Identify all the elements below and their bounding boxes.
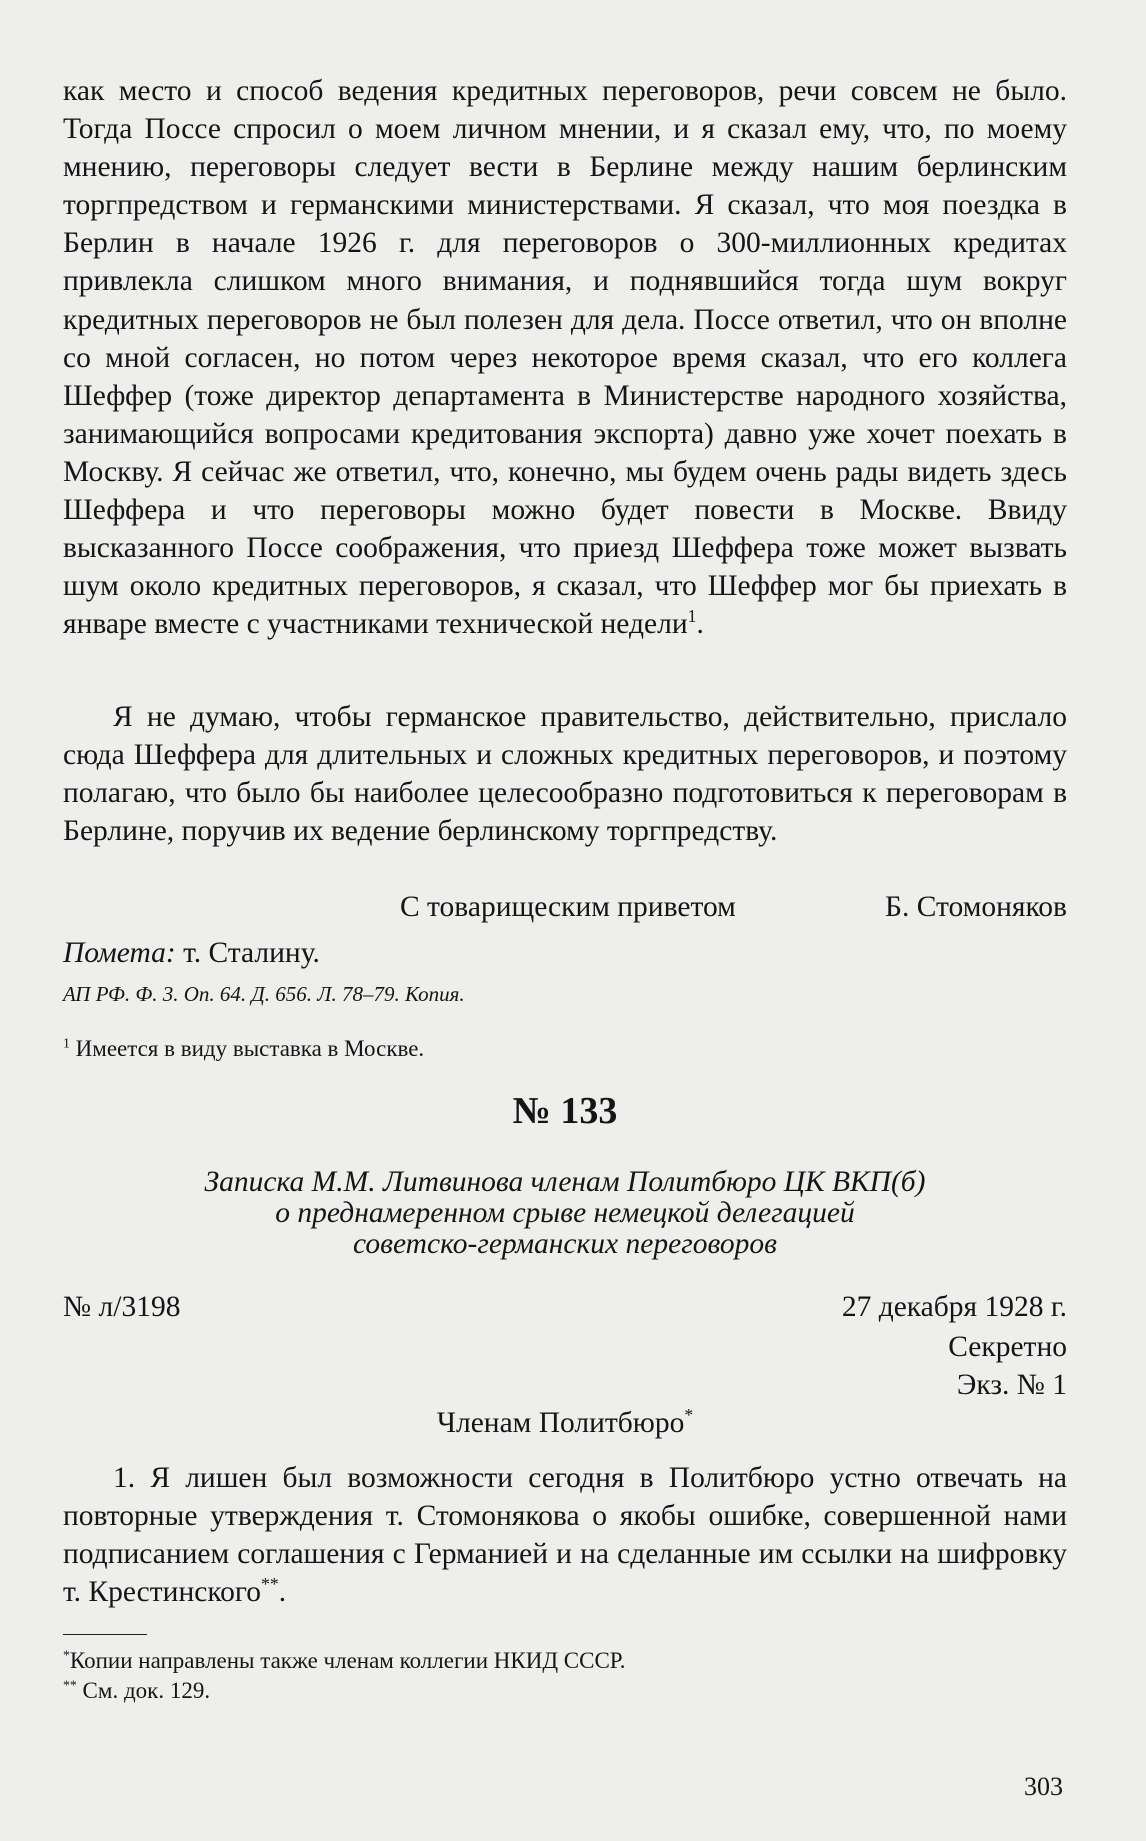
continuation-paragraph: как место и способ ведения кредитных переговоров, речи совсем не было. Тогда Поссе спросил о моем личном мнении, и я сказал ему, что, по моему мнению, переговоры следует вести в Берлине между нашим берлинским торгпредством и германскими министерствами. Я сказал, что моя поездка в Берлин в начале 1926 г. для переговоров о 300-миллионных кредитах привлекла слишком много внимания, и поднявшийся тогда шум вокруг кредитных переговоров не был полезен для дела. Поссе ответил, что он вполне со мной согласен, но потом через некоторое время сказал, что его коллега Шеффер (тоже директор департамента в Министерстве народного хозяйства, занимающийся вопросами кредитования экспорта) давно уже хочет поехать в Москву. Я сейчас же ответил, что, конечно, мы будем очень рады видеть здесь Шеффера и что переговоры можно будет повести в Москве. Ввиду высказанного Поссе соображения, что приезд Шеффера тоже может вызвать шум около кредитных переговоров, я сказал, что Шеффер мог бы приехать в январе вместе с участниками технической недели$^1$. (63, 75, 1067, 641)
footnote-star-text: Копии направлены также членам коллегии НКИД СССР. (69, 1648, 626, 1673)
copy-number: Экз. № 1 (956, 1369, 1067, 1402)
continuation-paragraph-block (63, 72, 1067, 643)
footnote-star-mark: * (63, 1647, 70, 1663)
notation-text: т. Сталину. (183, 937, 320, 969)
footnote-1 (63, 1034, 1067, 1064)
reference-number: № л/3198 (63, 1291, 181, 1323)
document-title-line-1: Записка М.М. Литвинова членам Политбюро ЦК ВКП(б) (204, 1166, 926, 1198)
second-paragraph-block (63, 698, 1067, 850)
letter-paragraph: 1. Я лишен был возможности сегодня в Политбюро устно отвечать на повторные утверждения т. Стомонякова о якобы ошибке, совершенной нами подписанием соглашения с Германией и на сделанные им ссылки на шифровку т. Крестинского**. (63, 1462, 1067, 1609)
reference-date-line (63, 1288, 1067, 1328)
document-title (63, 1167, 1067, 1260)
footnote-divider (63, 1634, 147, 1635)
letter-paragraph-block (63, 1459, 1067, 1611)
document-title-line-2: о преднамеренном срыве немецкой делегацией (275, 1197, 855, 1229)
letter-paragraph-text: 1. Я лишен был возможности сегодня в Политбюро устно отвечать на повторные утверждения т. Стомонякова о якобы ошибке, совершенной нами подписанием соглашения с Германией и на сделанные им ссылки на шифровку т. Крестинского (63, 1462, 1067, 1609)
addressee: Членам Политбюро (436, 1407, 685, 1439)
footnote-double-star-text: См. док. 129. (82, 1678, 211, 1703)
classification-label: Секретно (948, 1331, 1067, 1363)
footnote-double-star-mark: ** (63, 1677, 77, 1693)
closing-salutation: С товарищеским приветом (400, 891, 736, 923)
footnote-1-mark: 1 (63, 1035, 70, 1051)
archive-reference: АП РФ. Ф. 3. Оп. 64. Д. 656. Л. 78–79. Копия. (63, 982, 465, 1006)
footnote-double-star (63, 1676, 1067, 1706)
footnote-reference-1: 1 (687, 606, 697, 627)
addressee-line (63, 1404, 1067, 1442)
page-number: 303 (1024, 1772, 1063, 1801)
signature: Б. Стомоняков (885, 891, 1067, 923)
footnote-star (63, 1646, 1067, 1676)
second-paragraph: Я не думаю, чтобы германское правительство, действительно, прислало сюда Шеффера для длительных и сложных кредитных переговоров, и поэтому полагаю, что было бы наиболее целесообразно подготовиться к переговорам в Берлине, поручив их ведение берлинскому торгпредству. (63, 701, 1067, 848)
document-number: № 133 (512, 1090, 618, 1132)
secrecy-block (63, 1328, 1067, 1404)
continuation-paragraph-text: как место и способ ведения кредитных переговоров, речи совсем не было. Тогда Поссе спросил о моем личном мнении, и я сказал ему, что, по моему мнению, переговоры следует вести в Берлине между нашим берлинским торгпредством и германскими министерствами. Я сказал, что моя поездка в Берлин в начале 1926 г. для переговоров о 300-миллионных кредитах привлекла слишком много внимания, и поднявшийся тогда шум вокруг кредитных переговоров не был полезен для дела. Поссе ответил, что он вполне со мной согласен, но потом через некоторое время сказал, что его коллега Шеффер (тоже директор департамента в Министерстве народного хозяйства, занимающийся вопросами кредитования экспорта) давно уже хочет поехать в Москву. Я сейчас же ответил, что, конечно, мы будем очень рады видеть здесь Шеффера и что переговоры можно будет повести в Москве. Ввиду высказанного Поссе соображения, что приезд Шеффера тоже может вызвать шум около кредитных переговоров, я сказал, что Шеффер мог бы приехать в январе вместе с участниками технической недели (63, 75, 1067, 641)
document-date: 27 декабря 1928 г. (841, 1291, 1067, 1323)
closing-block (63, 888, 1067, 928)
notation-label: Помета: (63, 937, 176, 969)
addressee-footnote-mark: * (684, 1405, 694, 1426)
notation-line (63, 934, 1067, 972)
footnote-1-text: Имеется в виду выставка в Москве. (75, 1036, 425, 1061)
letter-footnote-mark: ** (261, 1574, 279, 1595)
document-title-line-3: советско-германских переговоров (353, 1228, 777, 1260)
